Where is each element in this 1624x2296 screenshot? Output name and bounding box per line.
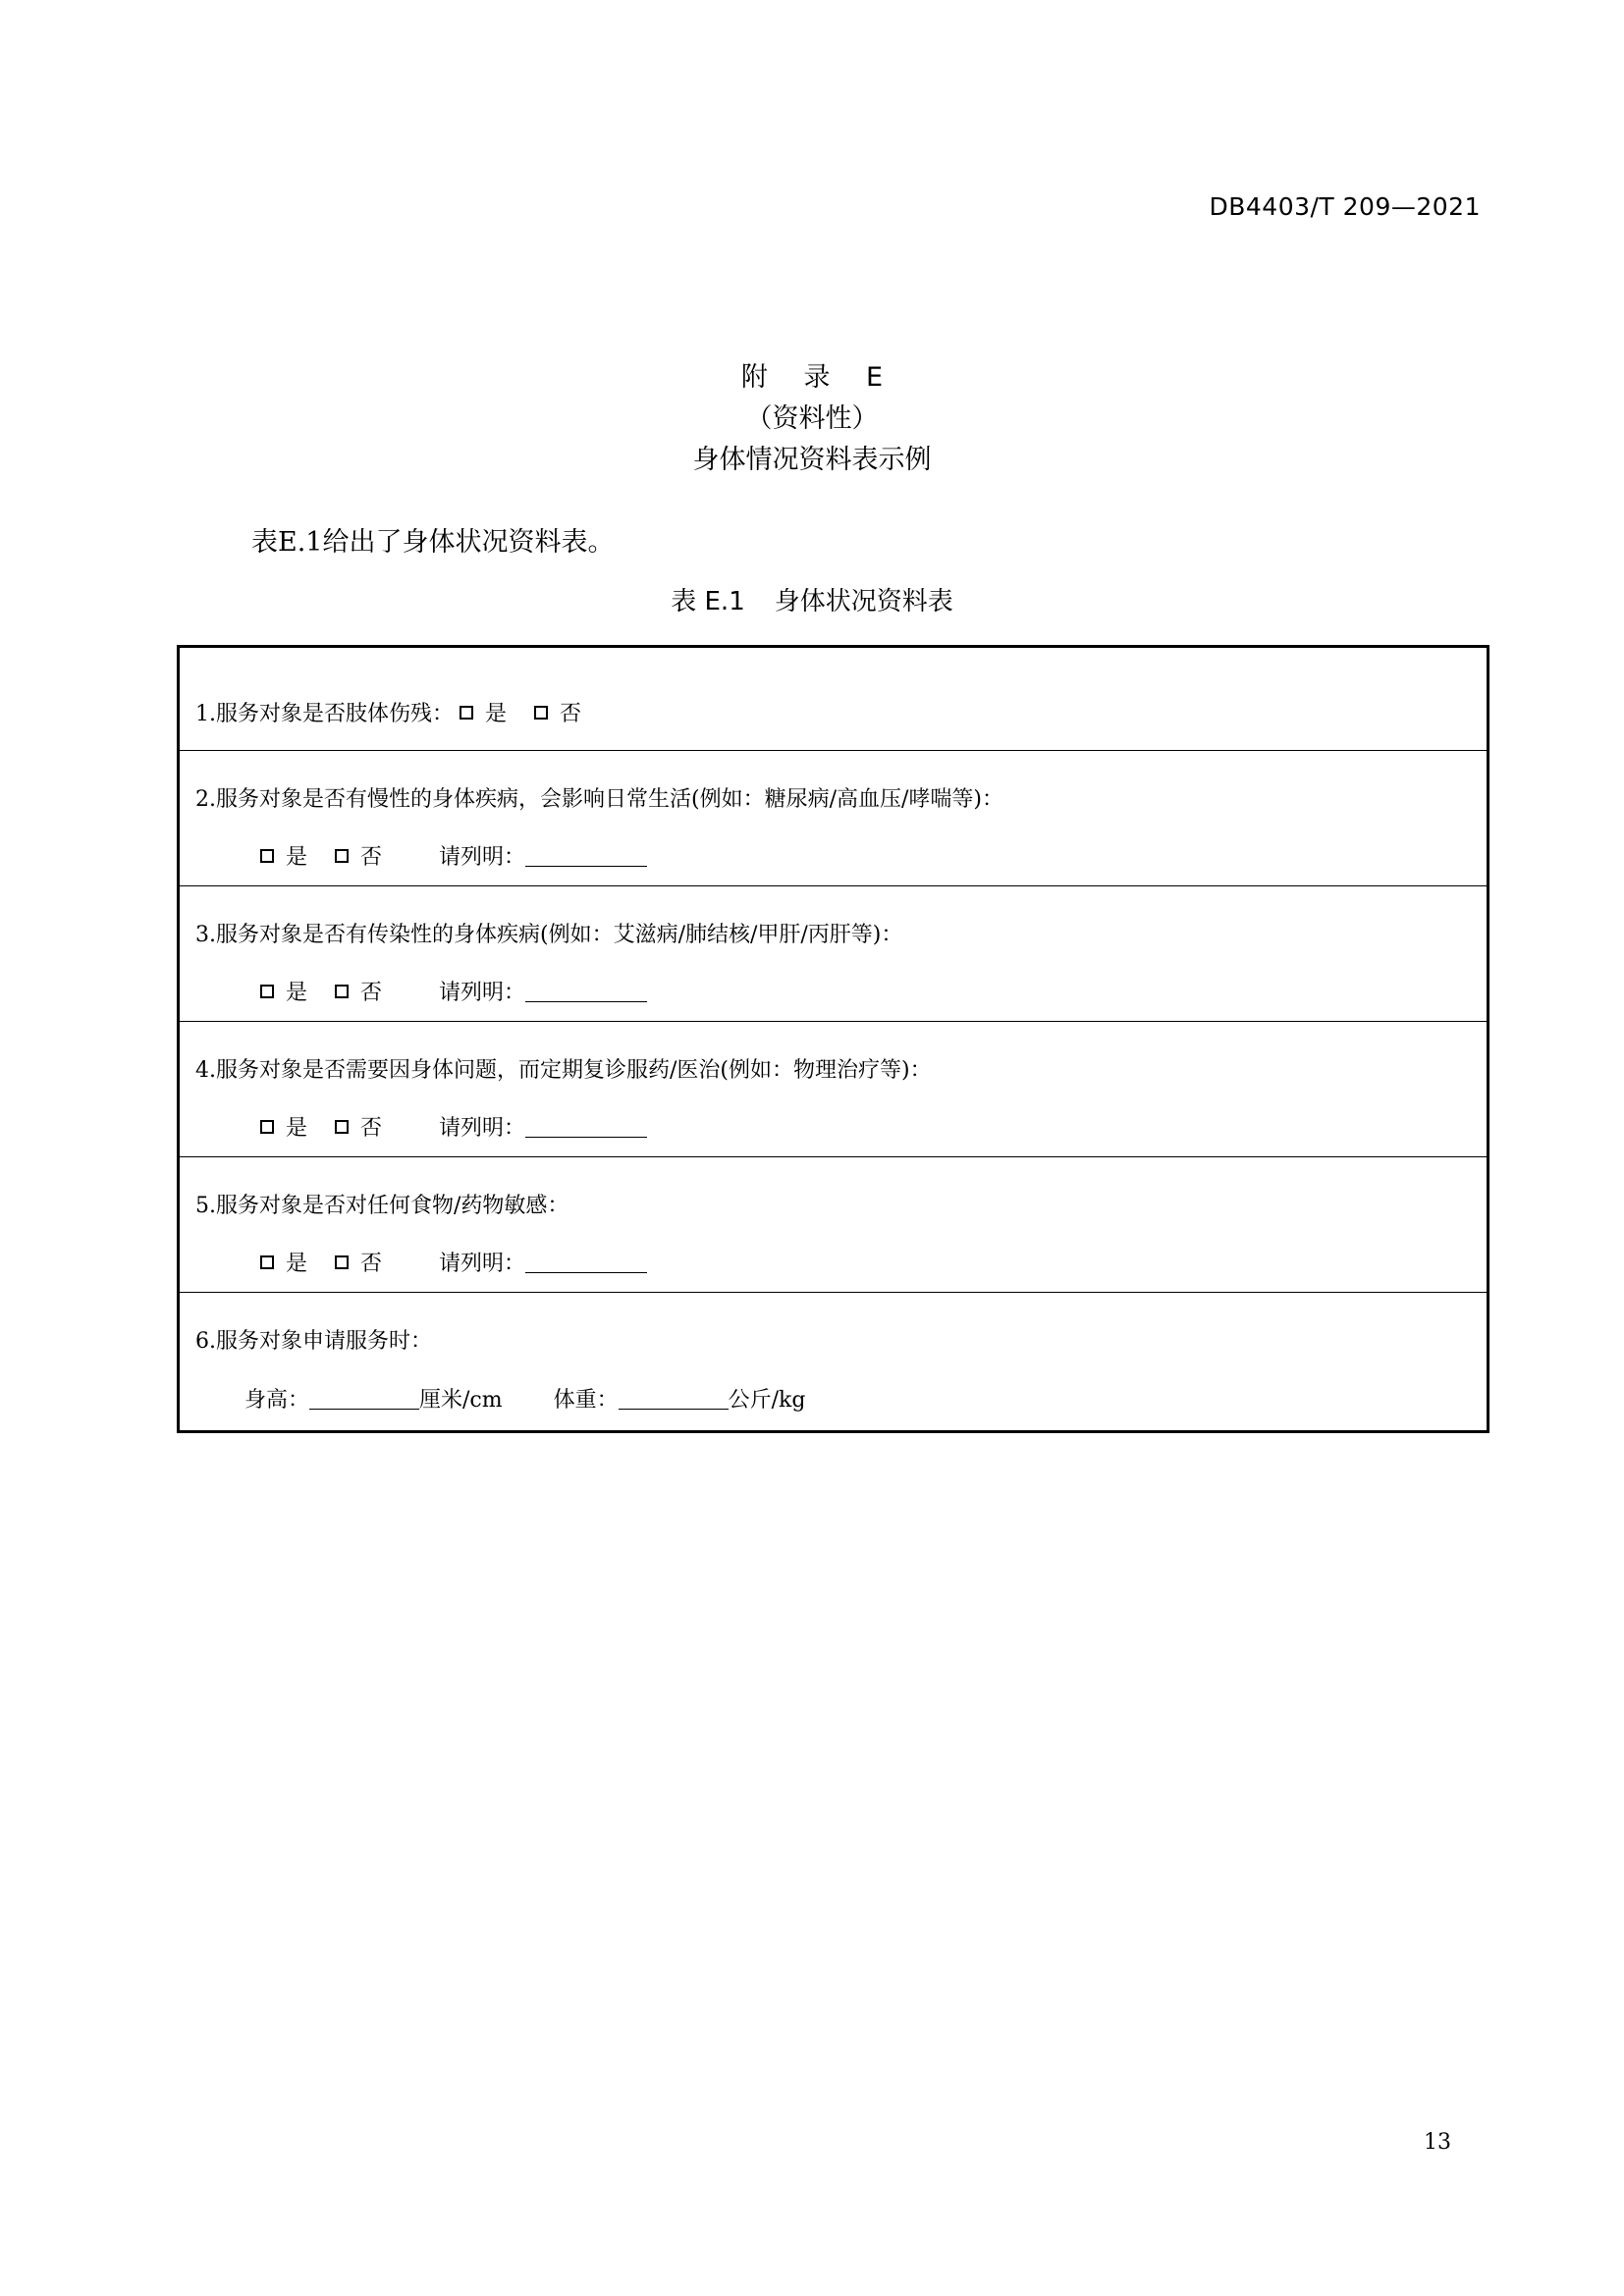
- intro-paragraph: 表E.1给出了身体状况资料表。: [251, 527, 615, 558]
- no-checkbox[interactable]: [335, 1255, 349, 1269]
- yes-checkbox[interactable]: [260, 849, 274, 863]
- answer-line: [260, 840, 647, 871]
- question-2-text: 2.服务对象是否有慢性的身体疾病，会影响日常生活(例如：糖尿病/高血压/哮喘等)：: [195, 787, 1003, 812]
- yes-label: 是: [485, 702, 508, 726]
- yes-label: 是: [286, 1116, 308, 1141]
- appendix-nature: （资料性）: [745, 403, 879, 434]
- physical-condition-table: [177, 645, 1489, 1433]
- measurement-line: [244, 1383, 805, 1414]
- table-row: [180, 886, 1487, 1022]
- page-number: 13: [1424, 2130, 1451, 2155]
- specify-blank[interactable]: [525, 1251, 647, 1273]
- height-unit: 厘米/cm: [419, 1388, 503, 1413]
- table-row: [180, 1157, 1487, 1293]
- table-row: [180, 648, 1487, 751]
- question-1-text: 1.服务对象是否肢体伤残：: [195, 702, 454, 726]
- table-title: 身体状况资料表: [774, 587, 953, 616]
- specify-blank[interactable]: [525, 1115, 647, 1138]
- no-checkbox[interactable]: [335, 849, 349, 863]
- specify-blank[interactable]: [525, 844, 647, 867]
- table-row: [180, 1293, 1487, 1430]
- weight-blank[interactable]: [619, 1387, 729, 1410]
- specify-label: 请列明：: [439, 981, 526, 1005]
- answer-line: [260, 1111, 647, 1142]
- question-6-text: 6.服务对象申请服务时：: [195, 1329, 432, 1354]
- question-5-text: 5.服务对象是否对任何食物/药物敏感：: [195, 1194, 569, 1218]
- yes-label: 是: [286, 845, 308, 870]
- no-label: 否: [360, 1116, 383, 1141]
- yes-label: 是: [286, 981, 308, 1005]
- specify-label: 请列明：: [439, 1252, 526, 1276]
- document-code: DB4403/T 209—2021: [1209, 192, 1481, 221]
- yes-checkbox[interactable]: [260, 1255, 274, 1269]
- question-3-text: 3.服务对象是否有传染性的身体疾病(例如：艾滋病/肺结核/甲肝/丙肝等)：: [195, 923, 903, 947]
- specify-label: 请列明：: [439, 1116, 526, 1141]
- no-checkbox[interactable]: [335, 1120, 349, 1134]
- height-label: 身高：: [244, 1388, 310, 1413]
- no-label: 否: [360, 845, 383, 870]
- weight-label: 体重：: [553, 1388, 619, 1413]
- yes-checkbox[interactable]: [460, 706, 473, 720]
- no-checkbox[interactable]: [335, 985, 349, 998]
- specify-label: 请列明：: [439, 845, 526, 870]
- answer-line: [260, 1247, 647, 1277]
- question-4-text: 4.服务对象是否需要因身体问题，而定期复诊服药/医治(例如：物理治疗等)：: [195, 1058, 932, 1083]
- yes-label: 是: [286, 1252, 308, 1276]
- appendix-title: 身体情况资料表示例: [692, 445, 932, 475]
- answer-line: [260, 976, 647, 1006]
- no-label: 否: [560, 702, 582, 726]
- table-row: [180, 751, 1487, 886]
- table-row: [180, 1022, 1487, 1157]
- table-number: 表 E.1: [671, 587, 745, 616]
- height-blank[interactable]: [309, 1387, 419, 1410]
- specify-blank[interactable]: [525, 980, 647, 1002]
- table-caption: [0, 581, 1624, 617]
- weight-unit: 公斤/kg: [728, 1388, 806, 1413]
- appendix-heading: 附 录 E: [740, 362, 897, 393]
- yes-checkbox[interactable]: [260, 1120, 274, 1134]
- no-label: 否: [360, 1252, 383, 1276]
- no-label: 否: [360, 981, 383, 1005]
- yes-checkbox[interactable]: [260, 985, 274, 998]
- no-checkbox[interactable]: [534, 706, 548, 720]
